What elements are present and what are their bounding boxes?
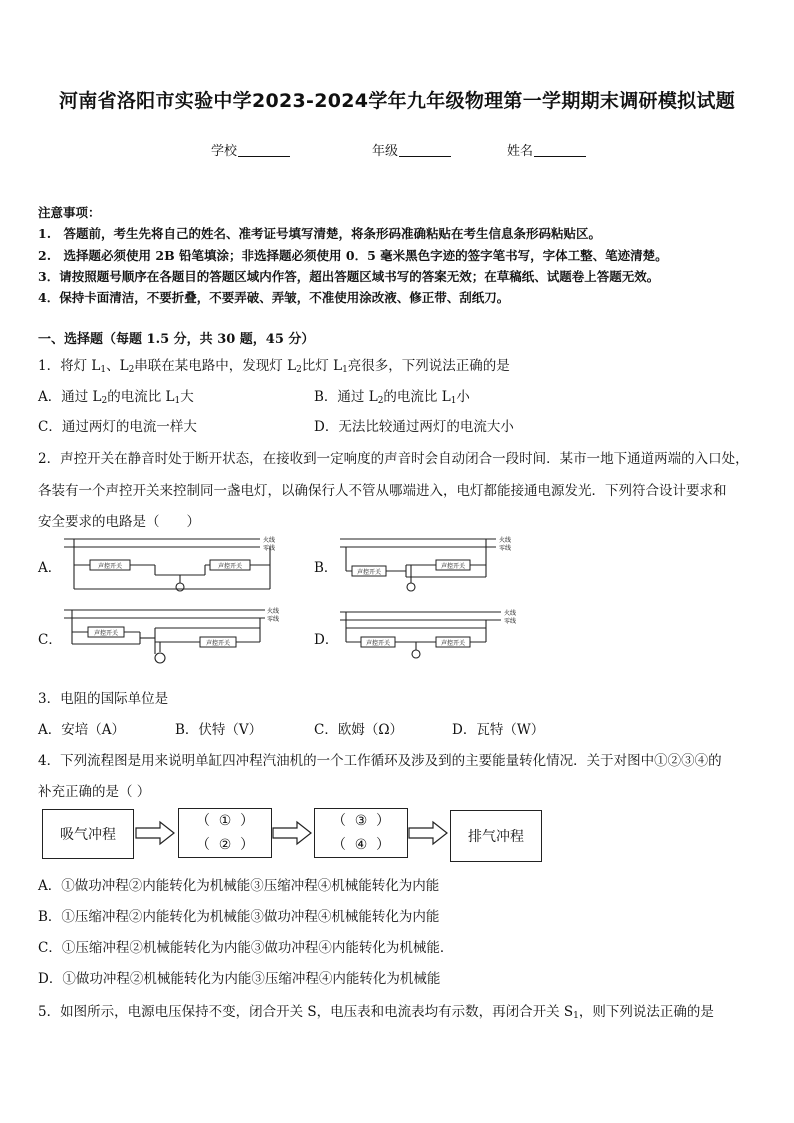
notice-item-3: 3．请按照题号顺序在各题目的答题区域内作答，超出答题区域书写的答案无效；在草稿纸、试题卷上答题无效。 xyxy=(38,269,660,284)
q1-option-d: D．无法比较通过两灯的电流大小 xyxy=(314,419,514,435)
flow-arrow-icon xyxy=(271,820,313,846)
question-5: 5．如图所示，电源电压保持不变，闭合开关 S，电压表和电流表均有示数，再闭合开关 $S_1$，则下列说法正确的是 xyxy=(38,1004,714,1021)
q4-option-d: D．①做功冲程②机械能转化为内能③压缩冲程④内能转化为机械能 xyxy=(38,971,441,987)
q2-label-d: D． xyxy=(314,632,339,648)
q4-option-a: A．①做功冲程②内能转化为机械能③压缩冲程④机械能转化为内能 xyxy=(38,878,440,894)
page-title: 河南省洛阳市实验中学2023-2024学年九年级物理第一学期期末调研模拟试题 xyxy=(58,90,736,112)
flow-box-exhaust: 排气冲程 xyxy=(450,810,542,862)
switch-label: 声控开关 xyxy=(97,563,123,570)
question-2-line-3: 安全要求的电路是（ ） xyxy=(38,514,200,530)
notice-heading: 注意事项： xyxy=(38,205,101,220)
q1-option-c: C．通过两灯的电流一样大 xyxy=(38,419,197,435)
switch-label: 声控开关 xyxy=(205,640,231,647)
question-4-line-2: 补充正确的是（ ） xyxy=(38,784,151,800)
switch-label: 声控开关 xyxy=(440,563,466,570)
circuit-diagram-d xyxy=(336,606,526,666)
flow-box-intake: 吸气冲程 xyxy=(42,809,134,859)
q2-label-a: A． xyxy=(38,560,62,576)
flow-box-3-4: （ ③ ） （ ④ ） xyxy=(314,808,408,858)
q2-label-c: C． xyxy=(38,632,62,648)
grade-field: 年级 xyxy=(372,140,451,159)
q4-option-c: C．①压缩冲程②机械能转化为内能③做功冲程④内能转化为机械能． xyxy=(38,940,454,956)
wire-fire-label: 火线 xyxy=(267,608,280,615)
circuit-diagram-b xyxy=(336,533,526,595)
wire-fire-label: 火线 xyxy=(499,537,512,544)
section-heading: 一、选择题（每题 1.5 分，共 30 题，45 分） xyxy=(38,332,315,347)
switch-label: 声控开关 xyxy=(217,563,243,570)
wire-zero-label: 零线 xyxy=(499,545,512,552)
school-field: 学校 xyxy=(211,140,290,159)
notice-item-1: 1. 答题前，考生先将自己的姓名、准考证号填写清楚，将条形码准确粘贴在考生信息条形码粘贴区。 xyxy=(38,226,602,241)
switch-label: 声控开关 xyxy=(365,640,391,647)
wire-zero-label: 零线 xyxy=(267,616,280,623)
flow-box-1-2: （ ① ） （ ② ） xyxy=(178,808,272,858)
switch-label: 声控开关 xyxy=(93,630,119,637)
q4-option-b: B．①压缩冲程②内能转化为机械能③做功冲程④机械能转化为内能 xyxy=(38,909,440,925)
notice-item-4: 4．保持卡面清洁，不要折叠，不要弄破、弄皱，不准使用涂改液、修正带、刮纸刀。 xyxy=(38,290,510,305)
wire-fire-label: 火线 xyxy=(263,537,276,544)
flow-arrow-icon xyxy=(134,820,176,846)
question-2-line-2: 各装有一个声控开关来控制同一盏电灯，以确保行人不管从哪端进入，电灯都能接通电源发光．下列符合设计要求和 xyxy=(38,483,727,499)
question-2-line-1: 2．声控开关在静音时处于断开状态，在接收到一定响度的声音时会自动闭合一段时间．某市一地下通道两端的入口处， xyxy=(38,451,749,467)
q3-option-d: D．瓦特（W） xyxy=(452,722,545,738)
q3-option-b: B．伏特（V） xyxy=(175,722,263,738)
q2-label-b: B． xyxy=(314,560,338,576)
circuit-diagram-a xyxy=(60,533,290,595)
wire-fire-label: 火线 xyxy=(504,610,517,617)
circuit-diagram-c xyxy=(60,604,292,670)
notice-item-2: 2. 选择题必须使用 2B 铅笔填涂；非选择题必须使用 0．5 毫米黑色字迹的签字笔书写，字体工整、笔迹清楚。 xyxy=(38,248,668,263)
question-3: 3．电阻的国际单位是 xyxy=(38,691,169,707)
q3-option-a: A．安培（A） xyxy=(38,722,125,738)
q3-option-c: C．欧姆（Ω） xyxy=(314,722,404,738)
question-1: 1．将灯 $L_1$、$L_2$串联在某电路中，发现灯 $L_2$比灯 $L_1$亮很多，下列说法正确的是 xyxy=(38,358,510,375)
q1-option-a: A．通过 $L_2$的电流比 $L_1$大 xyxy=(38,389,194,406)
switch-label: 声控开关 xyxy=(356,569,382,576)
q1-option-b: B．通过 $L_2$的电流比 $L_1$小 xyxy=(314,389,470,406)
flow-arrow-icon xyxy=(407,820,449,846)
name-field: 姓名 xyxy=(507,140,586,159)
switch-label: 声控开关 xyxy=(440,640,466,647)
wire-zero-label: 零线 xyxy=(504,618,517,625)
question-4-line-1: 4．下列流程图是用来说明单缸四冲程汽油机的一个工作循环及涉及到的主要能量转化情况．关于对图中①②③④的 xyxy=(38,753,722,769)
wire-zero-label: 零线 xyxy=(263,545,276,552)
